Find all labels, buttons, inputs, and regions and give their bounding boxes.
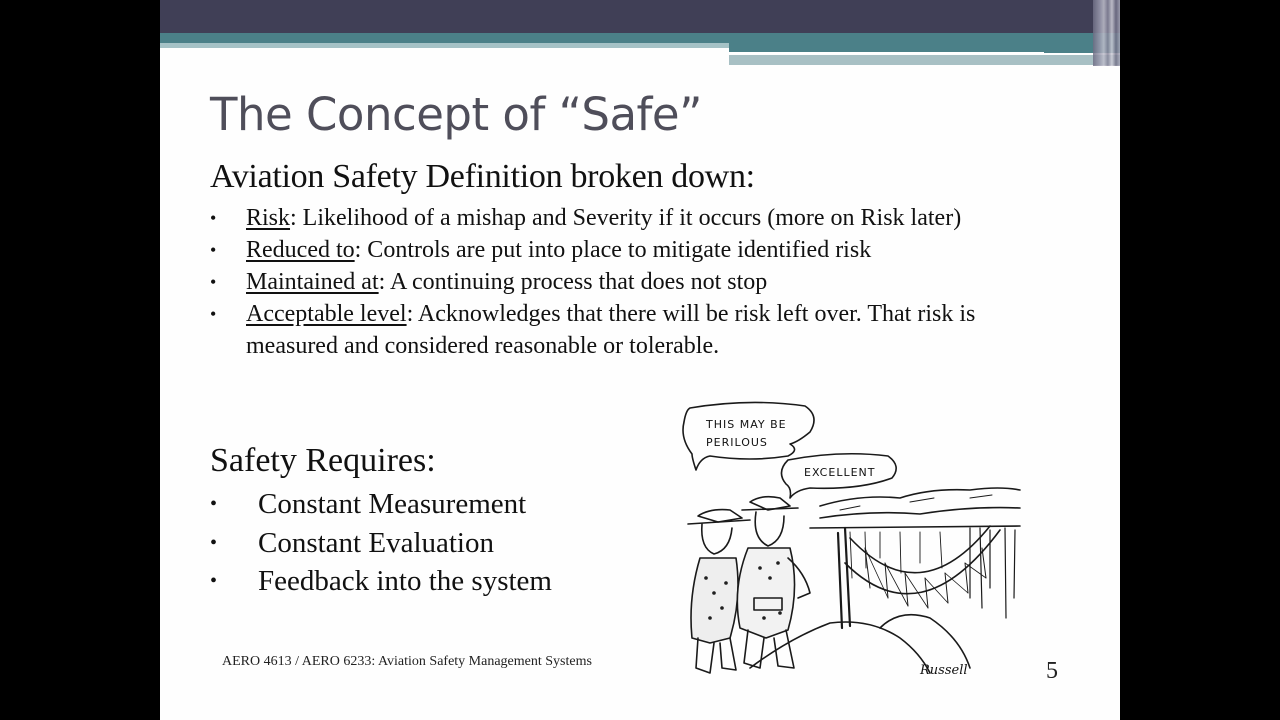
requirement-text: Constant Measurement (258, 488, 527, 520)
header-band-teal (160, 33, 1120, 43)
requirement-text: Feedback into the system (258, 565, 552, 597)
requirement-item (210, 562, 552, 601)
bullet-icon: • (210, 272, 217, 292)
definition-item-acceptable-level (210, 298, 1030, 362)
header-edge-strip (1093, 0, 1120, 66)
definition-text: : A continuing process that does not stop (378, 269, 768, 295)
bubble-1-line-2: PERILOUS (706, 436, 768, 449)
bullet-icon: • (210, 570, 218, 592)
definition-item-risk (210, 202, 1030, 234)
header-white-line (729, 52, 1044, 54)
definition-term: Maintained at (246, 269, 379, 295)
slide-footer: AERO 4613 / AERO 6233: Aviation Safety Management Systems (222, 654, 592, 669)
definition-term: Acceptable level (246, 301, 407, 327)
header-band-light-right (729, 55, 1120, 65)
slide-title: The Concept of “Safe” (210, 88, 702, 141)
requirements-heading: Safety Requires: (210, 442, 436, 479)
bullet-icon: • (210, 304, 217, 324)
requirement-text: Constant Evaluation (258, 526, 494, 559)
artist-signature: Russell (920, 663, 968, 678)
definition-subheading: Aviation Safety Definition broken down: (210, 158, 755, 195)
requirements-list (210, 485, 552, 601)
slide (160, 0, 1120, 720)
cartoon-illustration (670, 398, 1022, 683)
person-right (737, 497, 810, 668)
bubble-2-text: EXCELLENT (804, 466, 876, 479)
requirement-item (210, 524, 552, 563)
bullet-icon: • (210, 240, 217, 260)
header-band-dark (160, 0, 1120, 33)
definition-list (210, 202, 1030, 362)
page-number: 5 (1046, 658, 1058, 684)
definition-text: : Likelihood of a mishap and Severity if it occurs (more on Risk later) (290, 205, 962, 231)
definition-text: : Acknowledges that there will be risk left over. That risk is measured and considered reasonable or tolerable. (246, 301, 976, 359)
requirement-item (210, 485, 552, 524)
header-band-light-left (160, 43, 729, 48)
definition-item-maintained-at (210, 266, 1030, 298)
definition-item-reduced-to (210, 234, 1030, 266)
definition-text: : Controls are put into place to mitigate identified risk (354, 237, 872, 263)
definition-term: Risk (246, 205, 291, 231)
bullet-icon: • (210, 208, 217, 228)
bubble-1-line-1: THIS MAY BE (706, 418, 787, 431)
bullet-icon: • (210, 531, 218, 554)
bullet-icon: • (210, 493, 218, 515)
definition-term: Reduced to (246, 237, 355, 263)
